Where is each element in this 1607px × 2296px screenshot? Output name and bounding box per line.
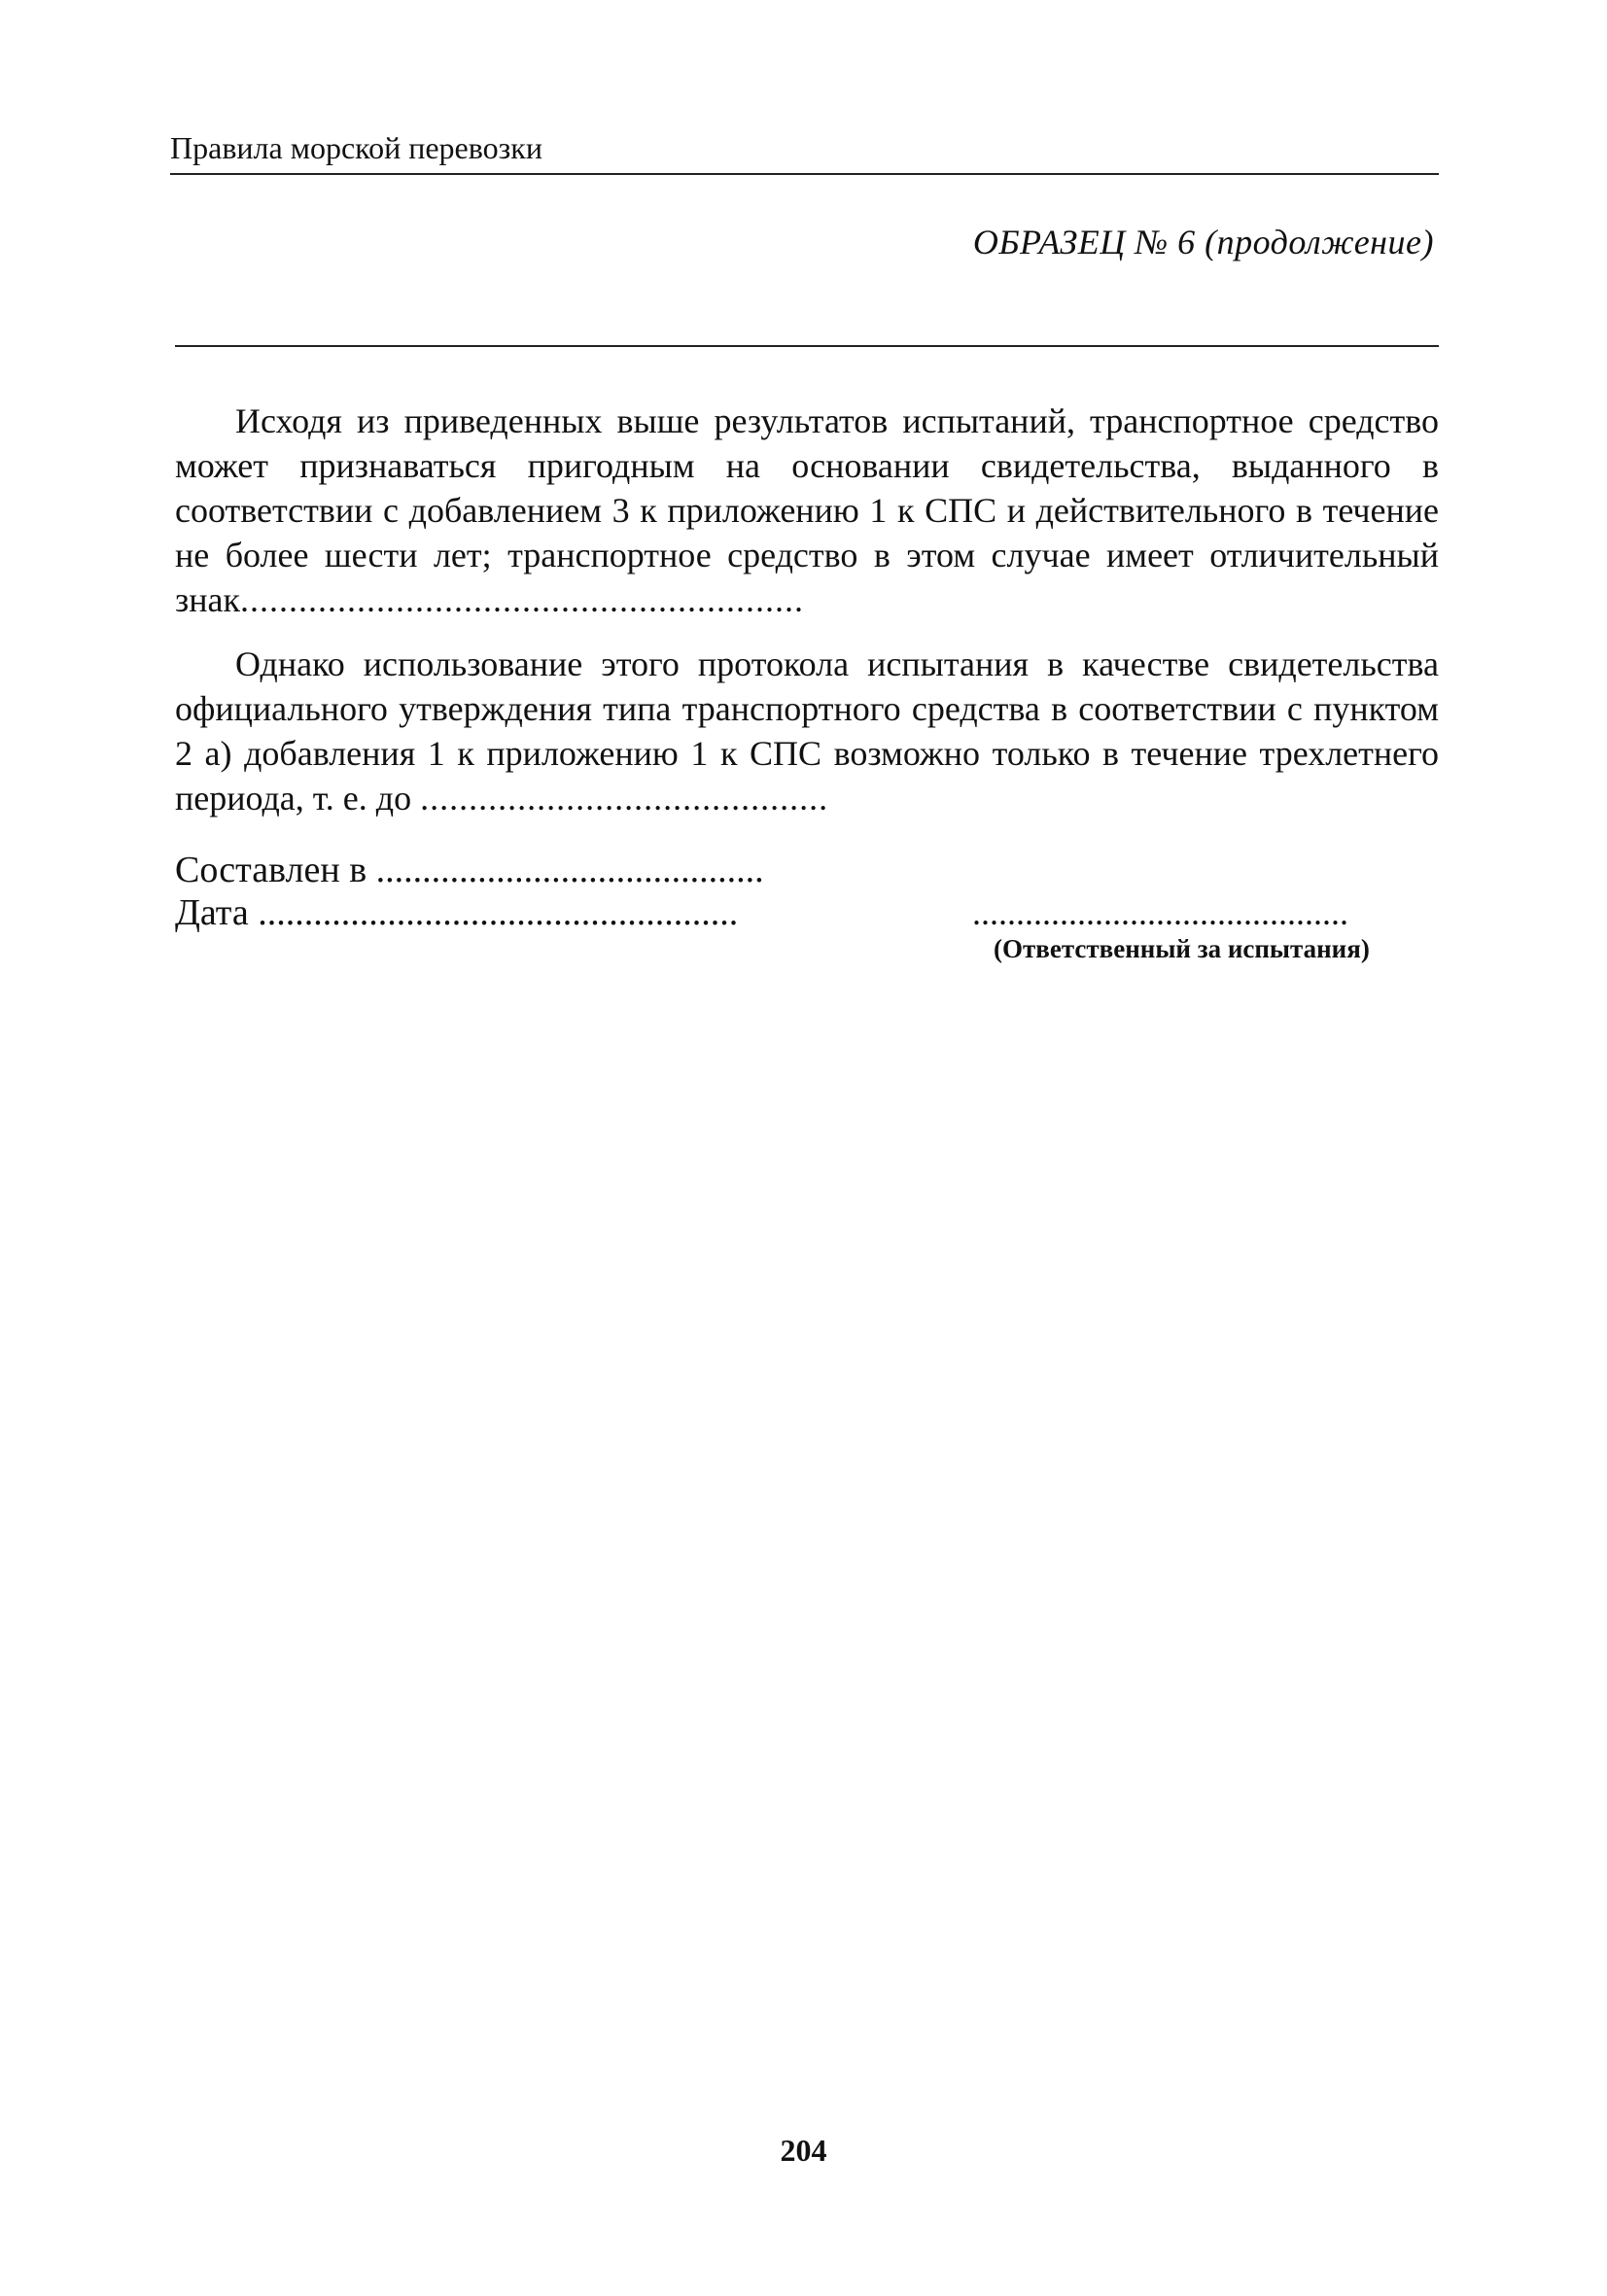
compiled-label: Составлен в [175, 850, 367, 890]
paragraph-text: Исходя из приведенных выше результатов испытаний, транспортное средство может признаваться пригодным на основании свидетельства, выданного в соответствии с добавлением 3 к приложению 1 к СПС и действительного в течение не более шести лет; транспортное средство в этом случае имеет отличительный знак [175, 401, 1439, 619]
date-dots: .................................................... [258, 892, 739, 933]
horizontal-rule [175, 345, 1439, 347]
date-field [175, 890, 738, 935]
fill-dots: .......................................... [420, 779, 829, 818]
running-title: Правила морской перевозки [170, 130, 542, 165]
paragraph-test-results [175, 399, 1439, 622]
paragraph-approval-validity [175, 642, 1439, 820]
page-number: 204 [780, 2133, 827, 2168]
compiled-in-field [175, 848, 764, 892]
paragraph-text: Однако использование этого протокола испытания в качестве свидетельства официального утверждения типа транспортного средства в соответствии с пунктом 2 а) добавления 1 к приложению 1 к СПС возможно только в течение трехлетнего периода, т. е. до [175, 644, 1439, 818]
signature-caption: (Ответственный за испытания) [994, 934, 1370, 963]
date-label: Дата [175, 892, 249, 933]
fill-dots: .......................................................... [239, 580, 804, 619]
running-header [170, 128, 1439, 175]
signature-line: ........................................... [972, 893, 1348, 932]
sample-title: ОБРАЗЕЦ № 6 (продолжение) [972, 223, 1434, 261]
compiled-dots: .......................................... [375, 850, 764, 890]
